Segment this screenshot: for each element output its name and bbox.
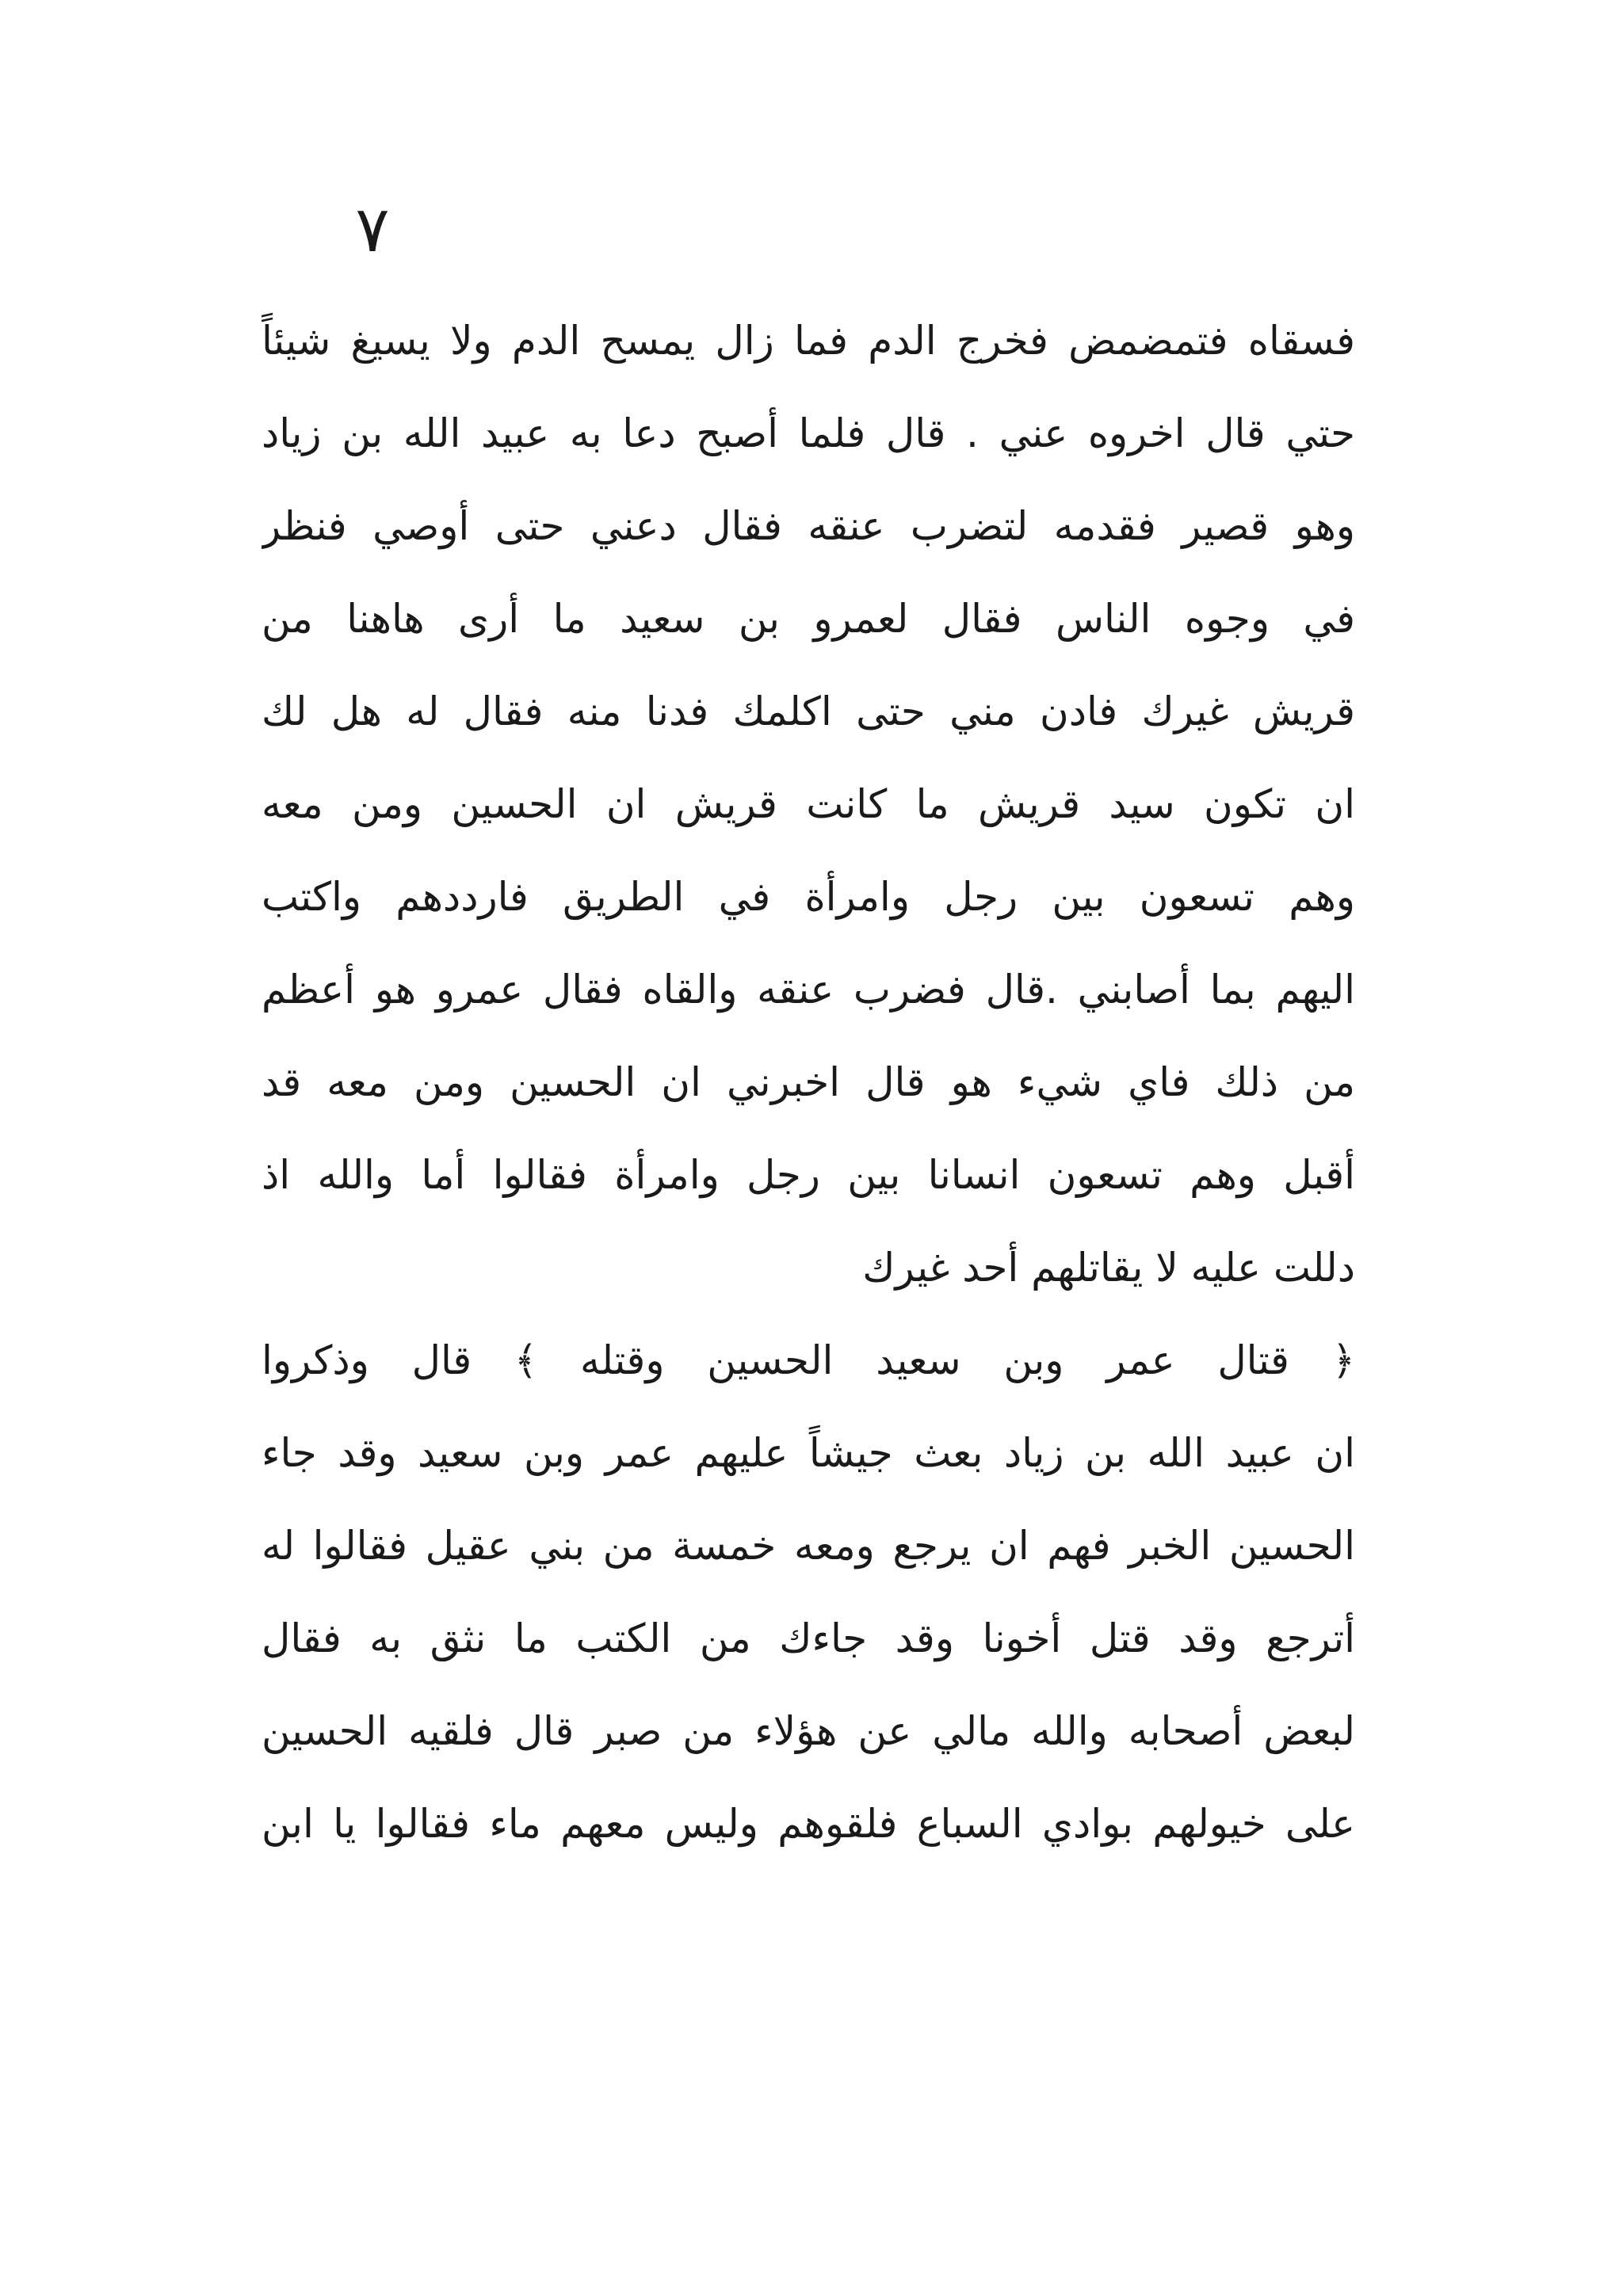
text-line: في وجوه الناس فقال لعمرو بن سعيد ما أرى هاهنا من xyxy=(262,596,1355,642)
paragraph-end-line: دللت عليه لا يقاتلهم أحد غيرك xyxy=(862,1245,1355,1291)
text-line: ان عبيد الله بن زياد بعث جيشاً عليهم عمر وبن سعيد وقد جاء xyxy=(262,1430,1355,1476)
text-line: اليهم بما أصابني .قال فضرب عنقه والقاه فقال عمرو هو أعظم xyxy=(262,967,1355,1013)
text-line: وهو قصير فقدمه لتضرب عنقه فقال دعني حتى أوصي فنظر xyxy=(262,503,1355,549)
body-text xyxy=(262,295,1355,1871)
text-line: وهم تسعون بين رجل وامرأة في الطريق فارددهم واكتب xyxy=(262,874,1355,920)
text-line: قريش غيرك فادن مني حتى اكلمك فدنا منه فقال له هل لك xyxy=(262,688,1355,734)
text-line: الحسين الخبر فهم ان يرجع ومعه خمسة من بني عقيل فقالوا له xyxy=(262,1523,1355,1569)
page-number: ٧ xyxy=(355,193,390,266)
section-heading-line xyxy=(262,1314,1355,1407)
text-line: أقبل وهم تسعون انسانا بين رجل وامرأة فقالوا أما والله اذ xyxy=(262,1152,1355,1198)
text-line: لبعض أصحابه والله مالي عن هؤلاء من صبر قال فلقيه الحسين xyxy=(262,1708,1355,1754)
text-line: أترجع وقد قتل أخونا وقد جاءك من الكتب ما نثق به فقال xyxy=(262,1615,1355,1661)
text-line: حتي قال اخروه عني . قال فلما أصبح دعا به عبيد الله بن زياد xyxy=(262,410,1355,456)
section-heading-continuation: قال وذكروا xyxy=(262,1337,472,1383)
text-line: على خيولهم بوادي السباع فلقوهم وليس معهم ماء فقالوا يا ابن xyxy=(262,1801,1355,1847)
text-line: من ذلك فاي شيء هو قال اخبرني ان الحسين ومن معه قد xyxy=(262,1059,1355,1105)
text-line: ان تكون سيد قريش ما كانت قريش ان الحسين ومن معه xyxy=(262,781,1355,827)
text-line: فسقاه فتمضمض فخرج الدم فما زال يمسح الدم ولا يسيغ شيئاً xyxy=(262,318,1355,364)
section-heading: ﴿ قتال عمر وبن سعيد الحسين وقتله ﴾ xyxy=(514,1337,1355,1383)
